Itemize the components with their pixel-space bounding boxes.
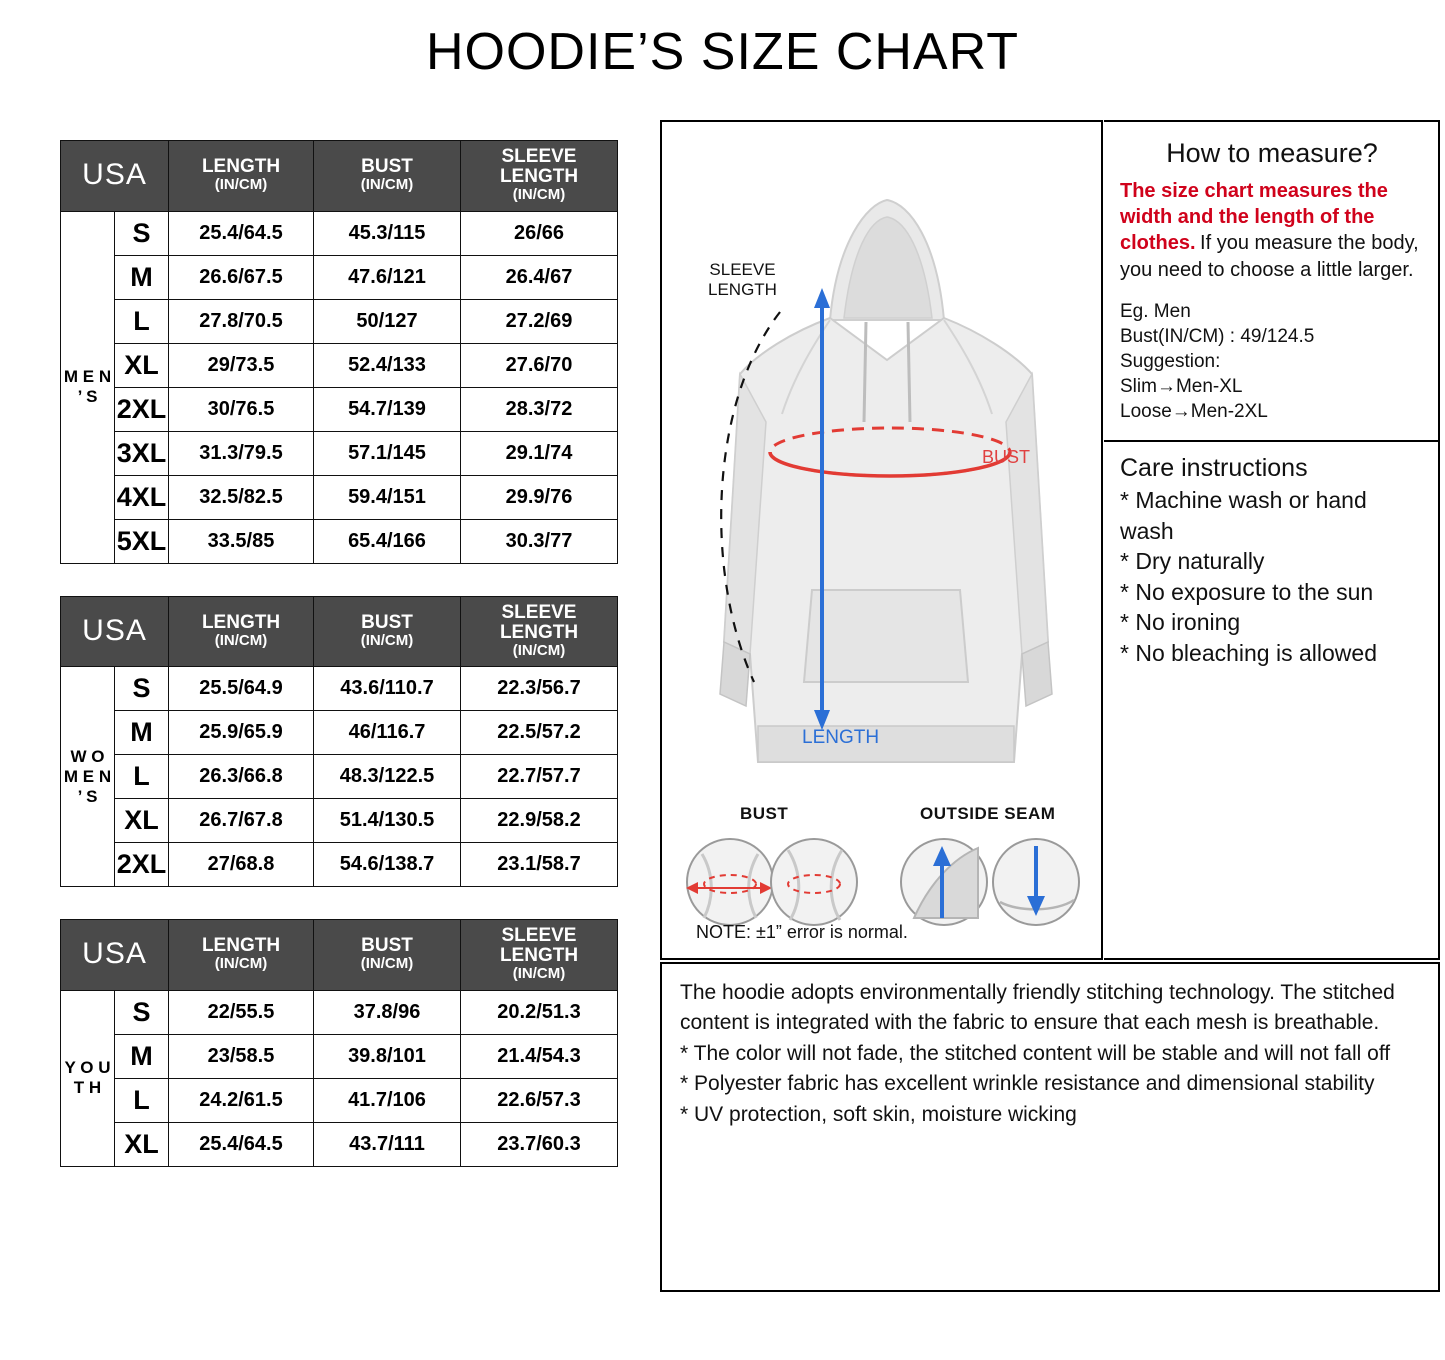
youth-size-table xyxy=(60,919,618,1167)
how-to-measure-title: How to measure? xyxy=(1166,138,1378,168)
length-value: 26.7/67.8 xyxy=(169,799,314,843)
sleeve-value: 22.7/57.7 xyxy=(461,755,618,799)
table-row xyxy=(61,211,618,255)
length-value: 25.9/65.9 xyxy=(169,711,314,755)
size-label: XL xyxy=(115,343,169,387)
outside-seam-icon-label: OUTSIDE SEAM xyxy=(920,804,1056,823)
sleeve-value: 27.2/69 xyxy=(461,299,618,343)
bust-value: 57.1/145 xyxy=(314,431,461,475)
table-header-row xyxy=(61,141,618,212)
list-item: * Machine wash or hand wash xyxy=(1120,487,1367,544)
bust-value: 46/116.7 xyxy=(314,711,461,755)
header-length: LENGTH (IN/CM) xyxy=(169,141,314,212)
size-label: XL xyxy=(115,799,169,843)
spacer xyxy=(60,564,618,596)
bust-value: 41.7/106 xyxy=(314,1078,461,1122)
length-value: 23/58.5 xyxy=(169,1034,314,1078)
size-label: XL xyxy=(115,1122,169,1166)
length-value: 33.5/85 xyxy=(169,519,314,563)
fabric-paragraph: The hoodie adopts environmentally friendly stitching technology. The stitched content is integrated with the fabric to ensure that each mesh is breathable. xyxy=(680,981,1395,1035)
group-label-womens: W O M E N ’ S xyxy=(61,667,115,887)
table-row xyxy=(61,343,618,387)
header-length: LENGTH (IN/CM) xyxy=(169,920,314,991)
table-row xyxy=(61,255,618,299)
sleeve-value: 30.3/77 xyxy=(461,519,618,563)
womens-size-table xyxy=(60,596,618,888)
sleeve-value: 26/66 xyxy=(461,211,618,255)
example-title: Eg. Men xyxy=(1120,300,1191,322)
sleeve-value: 23.7/60.3 xyxy=(461,1122,618,1166)
measure-description xyxy=(1120,179,1424,283)
length-value: 22/55.5 xyxy=(169,990,314,1034)
length-value: 25.4/64.5 xyxy=(169,211,314,255)
example-block xyxy=(1120,299,1424,424)
size-label: 2XL xyxy=(115,843,169,887)
length-value: 25.4/64.5 xyxy=(169,1122,314,1166)
bust-value: 47.6/121 xyxy=(314,255,461,299)
size-label: 5XL xyxy=(115,519,169,563)
example-loose: Loose→Men-2XL xyxy=(1120,401,1268,423)
bust-value: 39.8/101 xyxy=(314,1034,461,1078)
size-tables-column xyxy=(60,140,618,1167)
length-value: 29/73.5 xyxy=(169,343,314,387)
table-row xyxy=(61,755,618,799)
list-item: * Polyester fabric has excellent wrinkle resistance and dimensional stability xyxy=(680,1072,1375,1096)
care-instructions-title: Care instructions xyxy=(1120,454,1308,483)
table-row xyxy=(61,1078,618,1122)
table-row xyxy=(61,799,618,843)
bust-value: 45.3/115 xyxy=(314,211,461,255)
bust-value: 54.7/139 xyxy=(314,387,461,431)
spacer xyxy=(60,887,618,919)
fabric-notes-panel xyxy=(660,962,1440,1292)
table-header-row xyxy=(61,596,618,667)
table-row xyxy=(61,1122,618,1166)
header-bust: BUST (IN/CM) xyxy=(314,141,461,212)
header-sleeve-length: SLEEVE LENGTH (IN/CM) xyxy=(461,920,618,991)
size-label: 3XL xyxy=(115,431,169,475)
size-label: 4XL xyxy=(115,475,169,519)
care-instructions-list xyxy=(1120,485,1424,668)
size-label: L xyxy=(115,299,169,343)
measure-red-text: The size chart measures the width and the length of the clothes. xyxy=(1120,180,1388,255)
size-label: M xyxy=(115,1034,169,1078)
size-label: M xyxy=(115,255,169,299)
sleeve-value: 22.3/56.7 xyxy=(461,667,618,711)
bust-label: BUST xyxy=(982,447,1031,467)
error-note: NOTE: ±1” error is normal. xyxy=(696,922,908,942)
hoodie-diagram xyxy=(662,122,1101,958)
bust-value: 65.4/166 xyxy=(314,519,461,563)
header-sleeve-length: SLEEVE LENGTH (IN/CM) xyxy=(461,141,618,212)
panel-divider xyxy=(1104,440,1438,442)
group-label-youth: Y O U T H xyxy=(61,990,115,1166)
table-row xyxy=(61,387,618,431)
length-value: 25.5/64.9 xyxy=(169,667,314,711)
list-item: * No bleaching is allowed xyxy=(1120,640,1377,667)
sleeve-value: 23.1/58.7 xyxy=(461,843,618,887)
length-value: 26.3/66.8 xyxy=(169,755,314,799)
length-value: 26.6/67.5 xyxy=(169,255,314,299)
length-value: 27.8/70.5 xyxy=(169,299,314,343)
sleeve-value: 29.1/74 xyxy=(461,431,618,475)
sleeve-value: 22.6/57.3 xyxy=(461,1078,618,1122)
size-label: S xyxy=(115,667,169,711)
header-sleeve-length: SLEEVE LENGTH (IN/CM) xyxy=(461,596,618,667)
measurement-illustration-panel xyxy=(660,120,1103,960)
length-value: 30/76.5 xyxy=(169,387,314,431)
table-header-row xyxy=(61,920,618,991)
bust-value: 48.3/122.5 xyxy=(314,755,461,799)
example-suggestion: Suggestion: xyxy=(1120,350,1221,372)
sleeve-value: 21.4/54.3 xyxy=(461,1034,618,1078)
bust-value: 43.6/110.7 xyxy=(314,667,461,711)
length-value: 32.5/82.5 xyxy=(169,475,314,519)
bust-value: 43.7/111 xyxy=(314,1122,461,1166)
size-label: 2XL xyxy=(115,387,169,431)
bust-icon-label: BUST xyxy=(740,804,789,823)
sleeve-value: 27.6/70 xyxy=(461,343,618,387)
sleeve-value: 28.3/72 xyxy=(461,387,618,431)
mens-size-table xyxy=(60,140,618,564)
size-label: L xyxy=(115,1078,169,1122)
sleeve-value: 20.2/51.3 xyxy=(461,990,618,1034)
length-label: LENGTH xyxy=(802,727,880,748)
sleeve-length-label: SLEEVE LENGTH xyxy=(708,260,777,299)
length-value: 27/68.8 xyxy=(169,843,314,887)
sleeve-value: 22.5/57.2 xyxy=(461,711,618,755)
sleeve-value: 26.4/67 xyxy=(461,255,618,299)
group-label-mens: M E N ’ S xyxy=(61,211,115,563)
bust-value: 51.4/130.5 xyxy=(314,799,461,843)
table-row xyxy=(61,519,618,563)
table-row xyxy=(61,475,618,519)
example-slim: Slim→Men-XL xyxy=(1120,376,1243,398)
size-label: L xyxy=(115,755,169,799)
bust-value: 52.4/133 xyxy=(314,343,461,387)
sleeve-value: 29.9/76 xyxy=(461,475,618,519)
header-bust: BUST (IN/CM) xyxy=(314,596,461,667)
sleeve-value: 22.9/58.2 xyxy=(461,799,618,843)
list-item: * No exposure to the sun xyxy=(1120,578,1374,605)
size-label: S xyxy=(115,211,169,255)
table-row xyxy=(61,667,618,711)
table-row xyxy=(61,711,618,755)
header-bust: BUST (IN/CM) xyxy=(314,920,461,991)
length-value: 31.3/79.5 xyxy=(169,431,314,475)
bust-value: 54.6/138.7 xyxy=(314,843,461,887)
measure-black-text: If you measure the body, you need to choose a little larger. xyxy=(1120,232,1419,281)
header-usa: USA xyxy=(61,920,169,991)
table-row xyxy=(61,990,618,1034)
list-item: * The color will not fade, the stitched content will be stable and will not fall off xyxy=(680,1041,1391,1065)
header-usa: USA xyxy=(61,141,169,212)
length-value: 24.2/61.5 xyxy=(169,1078,314,1122)
list-item: * Dry naturally xyxy=(1120,548,1265,575)
list-item: * No ironing xyxy=(1120,609,1241,636)
table-row xyxy=(61,843,618,887)
size-label: S xyxy=(115,990,169,1034)
bust-value: 50/127 xyxy=(314,299,461,343)
table-row xyxy=(61,1034,618,1078)
fabric-notes-text xyxy=(680,978,1428,1130)
how-to-measure-panel xyxy=(1104,120,1440,960)
table-row xyxy=(61,299,618,343)
size-label: M xyxy=(115,711,169,755)
example-bust: Bust(IN/CM) : 49/124.5 xyxy=(1120,325,1315,347)
bust-value: 37.8/96 xyxy=(314,990,461,1034)
page-title: HOODIE’S SIZE CHART xyxy=(425,23,1019,81)
header-usa: USA xyxy=(61,596,169,667)
header-length: LENGTH (IN/CM) xyxy=(169,596,314,667)
table-row xyxy=(61,431,618,475)
list-item: * UV protection, soft skin, moisture wicking xyxy=(680,1102,1077,1126)
bust-value: 59.4/151 xyxy=(314,475,461,519)
